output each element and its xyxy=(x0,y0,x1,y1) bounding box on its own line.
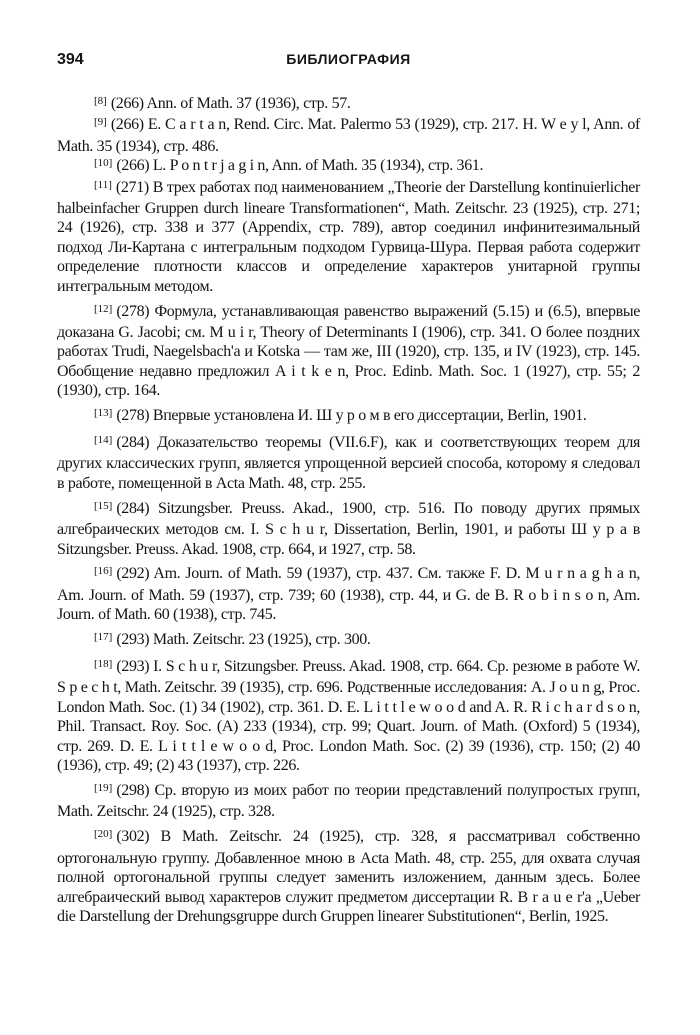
note-number: [20] xyxy=(94,828,113,841)
note-18 xyxy=(57,657,640,775)
note-number: [17] xyxy=(94,631,113,644)
note-text: (293) Math. Zeitschr. 23 (1925), стр. 300. xyxy=(116,631,371,649)
note-19 xyxy=(57,781,640,822)
note-10 xyxy=(57,156,640,177)
note-number: [11] xyxy=(94,178,112,191)
note-9 xyxy=(57,115,640,156)
note-text: (266) E. C a r t a n, Rend. Circ. Mat. Palermo 53 (1929), стр. 217. H. W e y l, Ann. of Math. 35 (1934), стр. 486. xyxy=(57,116,640,155)
note-number: [8] xyxy=(94,95,107,107)
note-number: [16] xyxy=(94,565,113,578)
note-text: (266) L. P o n t r j a g i n, Ann. of Math. 35 (1934), стр. 361. xyxy=(116,157,484,175)
note-text: (271) В трех работах под наименованием „Theorie der Darstellung kontinuierlicher halbeinfacher Gruppen durch lineare Transformationen“, Math. Zeitschr. 23 (1925), стр. 271; 24 (1926), стр. 338 и 377 (Appendix, стр. 789), автор соединил инфинитезимальный подход Ли-Картана с интегральным подходом Гурвица-Шура. Первая работа содержит определение плотности классов и определение характеров унитарной группы интегральным методом. xyxy=(57,178,640,295)
note-17 xyxy=(57,630,640,651)
note-11 xyxy=(57,178,640,296)
note-13 xyxy=(57,406,640,427)
note-text: (298) Ср. вторую из моих работ по теории представлений полупростых групп, Math. Zeitschr. 24 (1925), стр. 328. xyxy=(57,782,640,821)
note-16 xyxy=(57,564,640,624)
note-number: [12] xyxy=(94,302,113,315)
page-number: 394 xyxy=(57,51,84,68)
note-text: (278) Впервые установлена И. Ш у р о м в его диссертации, Berlin, 1901. xyxy=(116,407,587,425)
running-head xyxy=(57,50,640,74)
note-15 xyxy=(57,499,640,559)
note-text: (284) Доказательство теоремы (VII.6.F), как и соответствующих теорем для других классических групп, является упрощенной версией способа, которому я следовал в работе, помещенной в Acta Math. 48, стр. 255. xyxy=(57,434,640,492)
note-number: [15] xyxy=(94,499,113,512)
note-20 xyxy=(57,827,640,926)
note-12 xyxy=(57,302,640,401)
note-number: [18] xyxy=(94,658,113,671)
note-number: [10] xyxy=(94,157,113,170)
note-text: (292) Am. Journ. of Math. 59 (1937), стр. 437. См. также F. D. M u r n a g h a n, Am. Journ. of Math. 59 (1937), стр. 739; 60 (1938), стр. 44, и G. de B. R o b i n s o n, Am. Journ. of Math. 60 (1938), стр. 745. xyxy=(57,565,640,624)
bibliography-notes xyxy=(57,94,640,926)
note-text: (302) В Math. Zeitschr. 24 (1925), стр. 328, я рассматривал собственно ортогональную группу. Добавленное мною в Acta Math. 48, стр. 255, для охвата случая полной ортогональной группы следует заменить изложением, данным здесь. Более алгебраический вывод характеров служит предметом диссертации R. B r a u e r'a „Ueber die Darstellung der Drehungsgruppe durch Gruppen linearer Substitutionen“, Berlin, 1925. xyxy=(57,828,640,925)
note-text: (278) Формула, устанавливающая равенство выражений (5.15) и (6.5), впервые доказана G. Jacobi; см. M u i r, Theory of Determinants I (1906), стр. 341. О более поздних работах Trudi, Naegelsbach'a и Kotska — там же, III (1920), стр. 135, и IV (1923), стр. 145. Обобщение недавно предложил A i t k e n, Proc. Edinb. Math. Soc. 1 (1927), стр. 55; 2 (1930), стр. 164. xyxy=(57,302,640,400)
note-8 xyxy=(57,94,640,115)
note-number: [13] xyxy=(94,407,113,420)
note-text: (284) Sitzungsber. Preuss. Akad., 1900, стр. 516. По поводу других прямых алгебраических методов см. I. S c h u r, Dissertation, Berlin, 1901, и работы Ш у р а в Sitzungsber. Preuss. Akad. 1908, стр. 664, и 1927, стр. 58. xyxy=(57,499,640,558)
book-page xyxy=(57,50,640,1010)
note-number: [19] xyxy=(94,782,113,794)
note-number: [14] xyxy=(94,434,113,446)
note-text: (293) I. S c h u r, Sitzungsber. Preuss. Akad. 1908, стр. 664. Ср. резюме в работе W. S p e c h t, Math. Zeitschr. 39 (1935), стр. 696. Родственные исследования: A. J o u n g, Proc. London Math. Soc. (1) 34 (1902), стр. 361. D. E. L i t t l e w o o d and A. R. R i c h a r d s o n, Phil. Transact. Roy. Soc. (A) 233 (1934), стр. 99; Quart. Journ. of Math. (Oxford) 5 (1934), стр. 269. D. E. L i t t l e w o o d, Proc. London Math. Soc. (2) 39 (1936), стр. 150; (2) 40 (1936), стр. 49; (2) 43 (1937), стр. 226. xyxy=(57,658,640,775)
note-text: (266) Ann. of Math. 37 (1936), стр. 57. xyxy=(110,95,351,112)
note-14 xyxy=(57,433,640,493)
note-number: [9] xyxy=(94,116,107,129)
page-title: БИБЛИОГРАФИЯ xyxy=(286,51,411,67)
